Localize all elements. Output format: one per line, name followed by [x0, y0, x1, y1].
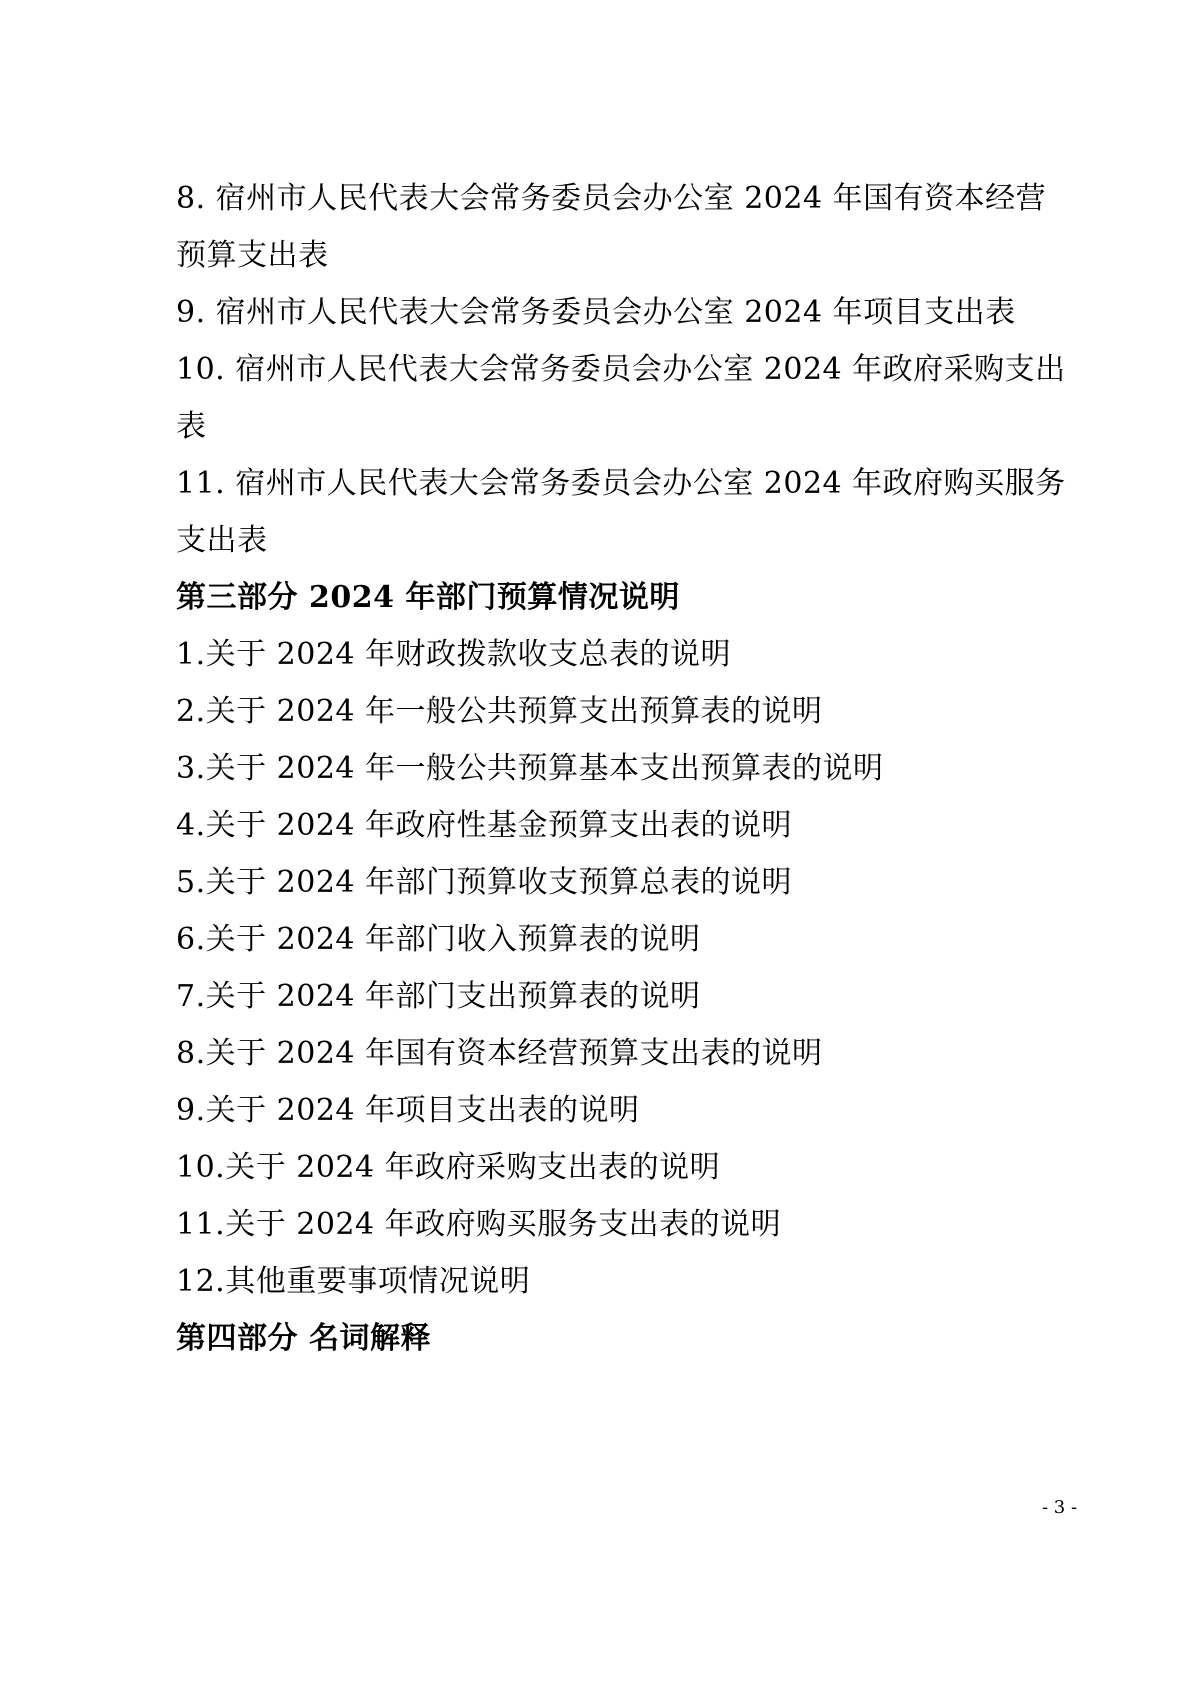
list-item-10: 10. 宿州市人民代表大会常务委员会办公室 2024 年政府采购支出	[176, 352, 1066, 387]
explanation-item-12: 12.其他重要事项情况说明	[176, 1264, 531, 1299]
list-item-11-continued: 支出表	[176, 523, 268, 558]
explanation-item-3: 3.关于 2024 年一般公共预算基本支出预算表的说明	[176, 751, 884, 786]
explanation-item-10: 10.关于 2024 年政府采购支出表的说明	[176, 1150, 721, 1185]
explanation-item-8: 8.关于 2024 年国有资本经营预算支出表的说明	[176, 1036, 823, 1071]
list-item-9: 9. 宿州市人民代表大会常务委员会办公室 2024 年项目支出表	[176, 295, 1016, 330]
explanation-item-9: 9.关于 2024 年项目支出表的说明	[176, 1093, 640, 1128]
explanation-item-1: 1.关于 2024 年财政拨款收支总表的说明	[176, 637, 732, 672]
explanation-item-2: 2.关于 2024 年一般公共预算支出预算表的说明	[176, 694, 823, 729]
list-item-10-continued: 表	[176, 409, 207, 444]
list-item-11: 11. 宿州市人民代表大会常务委员会办公室 2024 年政府购买服务	[176, 466, 1066, 501]
page-number: - 3 -	[1042, 1497, 1078, 1518]
explanation-item-4: 4.关于 2024 年政府性基金预算支出表的说明	[176, 808, 793, 843]
document-body	[176, 170, 1066, 1367]
section-heading-part-4: 第四部分 名词解释	[176, 1321, 431, 1356]
list-item-8-continued: 预算支出表	[176, 238, 329, 273]
explanation-item-7: 7.关于 2024 年部门支出预算表的说明	[176, 979, 701, 1014]
section-heading-part-3: 第三部分 2024 年部门预算情况说明	[176, 580, 680, 615]
list-item-8: 8. 宿州市人民代表大会常务委员会办公室 2024 年国有资本经营	[176, 181, 1047, 216]
explanation-item-5: 5.关于 2024 年部门预算收支预算总表的说明	[176, 865, 793, 900]
explanation-item-11: 11.关于 2024 年政府购买服务支出表的说明	[176, 1207, 782, 1242]
explanation-item-6: 6.关于 2024 年部门收入预算表的说明	[176, 922, 701, 957]
